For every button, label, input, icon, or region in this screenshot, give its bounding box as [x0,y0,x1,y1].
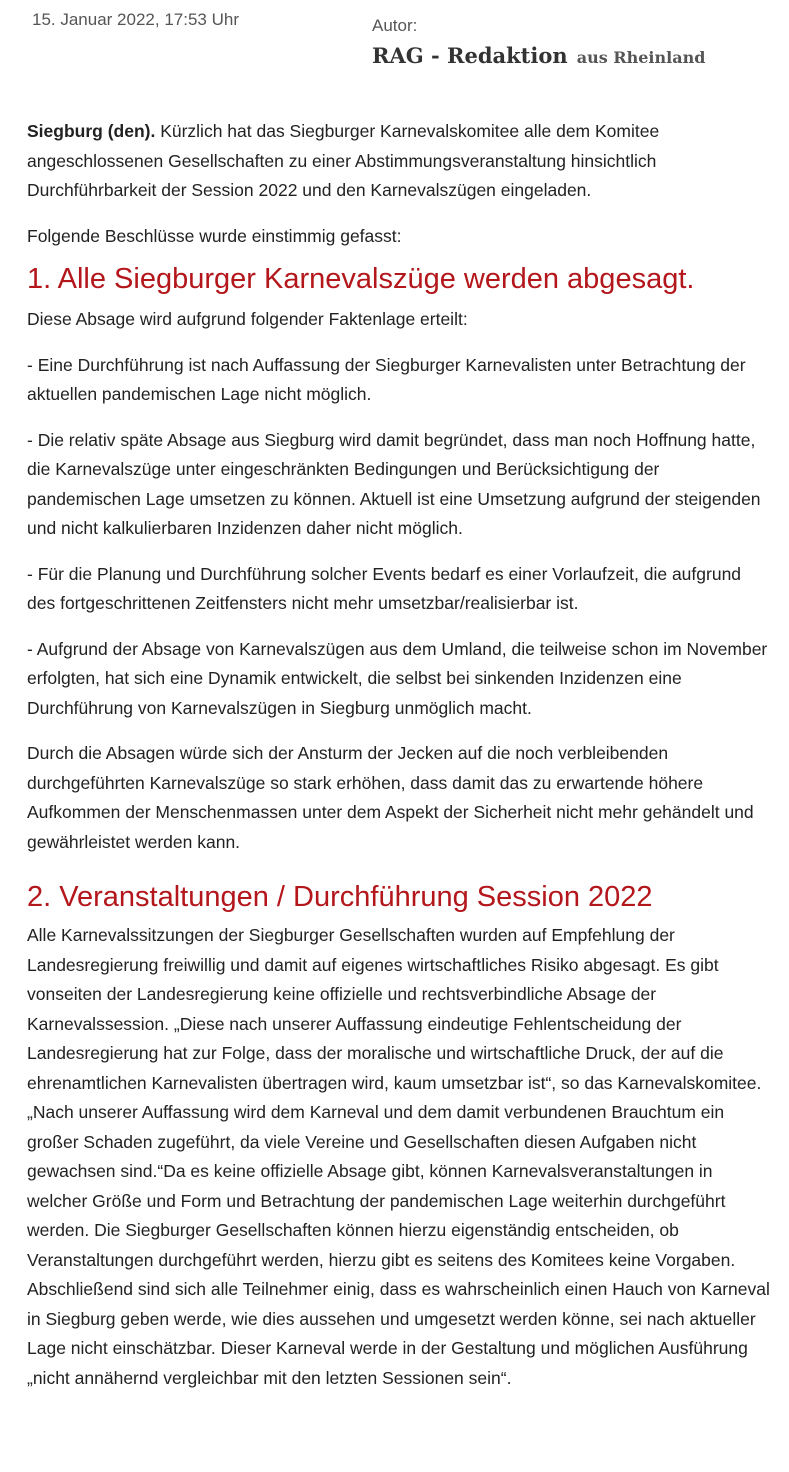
section-2-heading: 2. Veranstaltungen / Durchführung Session 2022 [27,881,653,913]
section-1-paragraph: Durch die Absagen würde sich der Ansturm der Jecken auf die noch verbleibenden durchgeführten Karnevalszüge so stark erhöhen, dass damit das zu erwartende höhere Aufkommen der Menschenmassen unter dem Aspekt der Sicherheit nicht mehr gehändelt und gewährleistet werden kann. [27,743,754,852]
intro-paragraph: Folgende Beschlüsse wurde einstimmig gefasst: [27,225,402,246]
article-body [27,117,771,1393]
article-meta [0,0,789,80]
author-region: aus Rheinland [576,48,706,67]
publish-date: 15. Januar 2022, 17:53 Uhr [32,10,239,29]
section-1-intro: Diese Absage wird aufgrund folgender Faktenlage erteilt: [27,309,468,329]
section-1-bullet-3: - Für die Planung und Durchführung solcher Events bedarf es einer Vorlaufzeit, die aufgrund des fortgeschrittenen Zeitfensters nicht mehr umsetzbar/realisierbar ist. [27,563,742,613]
section-1-bullet-2: - Die relativ späte Absage aus Siegburg wird damit begründet, dass man noch Hoffnung hatte, die Karnevalszüge unter eingeschränkten Bedingungen und Berücksichtigung der pandemischen Lage umsetzen zu können. Aktuell ist eine Umsetzung aufgrund der steigenden und nicht kalkulierbaren Inzidenzen daher nicht möglich. [27,429,761,538]
author-name[interactable]: RAG - Redaktion [372,43,568,68]
lead-text: Kürzlich hat das Siegburger Karnevalskomitee alle dem Komitee angeschlossenen Gesellschaften zu einer Abstimmungsveranstaltung hinsichtlich Durchführbarkeit der Session 2022 und den Karnevalszügen eingeladen. [27,121,660,200]
section-1-bullet-4: - Aufgrund der Absage von Karnevalszügen aus dem Umland, die teilweise schon im November erfolgten, hat sich eine Dynamik entwickelt, die selbst bei sinkenden Inzidenzen eine Durchführung von Karnevalszügen in Siegburg unmöglich macht. [27,638,768,718]
section-1-heading: 1. Alle Siegburger Karnevalszüge werden abgesagt. [27,263,695,295]
author-line [372,43,705,68]
author-label: Autor: [372,16,418,35]
lead-paragraph [27,117,771,206]
dateline: Siegburg (den). [27,121,156,141]
section-1-bullet-1: - Eine Durchführung ist nach Auffassung der Siegburger Karnevalisten unter Betrachtung der aktuellen pandemischen Lage nicht möglich. [27,354,746,404]
section-2-paragraph: Alle Karnevalssitzungen der Siegburger Gesellschaften wurden auf Empfehlung der Landesregierung freiwillig und damit auf eigenes wirtschaftliches Risiko abgesagt. Es gibt vonseiten der Landesregierung keine offizielle und rechtsverbindliche Absage der Karnevalssession. „Diese nach unserer Auffassung eindeutige Fehlentscheidung der Landesregierung hat zur Folge, dass der moralische und wirtschaftliche Druck, der auf die ehrenamtlichen Karnevalisten übertragen wird, kaum umsetzbar ist“, so das Karnevalskomitee. „Nach unserer Auffassung wird dem Karneval und dem damit verbundenen Brauchtum ein großer Schaden zugeführt, da viele Vereine und Gesellschaften diesen Aufgaben nicht gewachsen sind.“Da es keine offizielle Absage gibt, können Karnevalsveranstaltungen in welcher Größe und Form und Betrachtung der pandemischen Lage weiterhin durchgeführt werden. Die Siegburger Gesellschaften können hierzu eigenständig entscheiden, ob Veranstaltungen durchgeführt werden, hierzu gibt es seitens des Komitees keine Vorgaben. Abschließend sind sich alle Teilnehmer einig, dass es wahrscheinlich einen Hauch von Karneval in Siegburg geben werde, wie dies aussehen und umgesetzt werden könne, sei nach aktueller Lage nicht einschätzbar. Dieser Karneval werde in der Gestaltung und möglichen Ausführung „nicht annähernd vergleichbar mit den letzten Sessionen sein“. [27,925,770,1388]
